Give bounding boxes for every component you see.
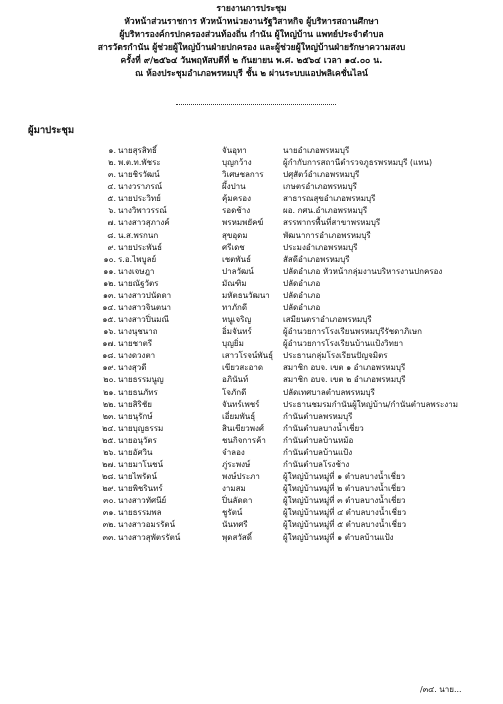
attendee-row bbox=[0, 374, 503, 386]
attendee-row bbox=[0, 399, 503, 411]
attendee-number: ๓๐. bbox=[103, 496, 116, 506]
attendee-position: ปลัดอำเภอ bbox=[283, 278, 321, 288]
header-line-3: สารวัตรกำนัน ผู้ช่วยผู้ใหญ่บ้านฝ่ายปกครอง และผู้ช่วยผู้ใหญ่บ้านฝ่ายรักษาความสงบ bbox=[97, 43, 406, 53]
attendee-last-name: ปิ่นลัดดา bbox=[222, 496, 253, 506]
attendee-row bbox=[0, 302, 503, 314]
section-title: ผู้มาประชุม bbox=[28, 125, 75, 136]
attendee-first-name: นายธรรมพล bbox=[118, 508, 162, 518]
attendee-last-name: คุ้มครอง bbox=[222, 194, 251, 204]
header-line-5: ณ ห้องประชุมอำเภอพรหมบุรี ชั้น ๒ ผ่านระบบแอปพลิเคชั่นไลน์ bbox=[135, 69, 368, 79]
attendee-number: ๓๑. bbox=[102, 508, 116, 518]
attendee-last-name: เขียวสะอาด bbox=[222, 363, 264, 373]
attendee-last-name: ภู่ระพงษ์ bbox=[222, 460, 251, 470]
attendee-number: ๑๒. bbox=[103, 278, 116, 288]
attendee-position: กำนันตำบลบ้านแป้ง bbox=[283, 447, 353, 457]
attendee-number: ๖. bbox=[108, 206, 116, 216]
attendee-first-name: พ.ต.ท.พัชระ bbox=[118, 158, 161, 168]
attendee-position: ปลัดอำเภอ bbox=[283, 303, 321, 313]
attendee-first-name: นายบุญธรรม bbox=[118, 423, 164, 433]
attendee-position: ผู้กำกับการสถานีตำรวจภูธรพรหมบุรี (แทน) bbox=[283, 158, 433, 168]
attendee-number: ๒๔. bbox=[102, 423, 116, 433]
attendee-last-name: หนูเจริญ bbox=[222, 315, 252, 325]
attendee-position: ผู้ใหญ่บ้านหมู่ที่ ๑ ตำบลบางน้ำเชี่ยว bbox=[283, 472, 406, 482]
attendee-row bbox=[0, 193, 503, 205]
attendee-last-name: โจภักดี bbox=[222, 387, 247, 397]
attendee-last-name: งามสม bbox=[222, 484, 246, 494]
attendee-position: กำนันตำบลบ้านหม้อ bbox=[283, 435, 354, 445]
attendee-number: ๒๖. bbox=[103, 447, 116, 457]
attendee-number: ๒๙. bbox=[102, 484, 116, 494]
attendee-number: ๑๗. bbox=[102, 339, 116, 349]
attendee-row bbox=[0, 459, 503, 471]
attendee-row bbox=[0, 290, 503, 302]
attendee-position: ผอ. กศน.อำเภอพรหมบุรี bbox=[283, 206, 368, 216]
attendee-first-name: นายธนภัทร bbox=[118, 387, 158, 397]
attendee-first-name: นายพิชรินทร์ bbox=[118, 484, 163, 494]
attendee-position: ประธานชมรมกำนันผู้ใหญ่บ้าน/กำนันตำบลพระงาม bbox=[283, 399, 458, 409]
attendee-position: ปศุสัตว์อำเภอพรหมบุรี bbox=[283, 170, 360, 180]
attendee-last-name: ชูรัตน์ bbox=[222, 508, 243, 518]
attendee-position: ผู้อำนวยการโรงเรียนพรหมบุรีรัชดาภิเษก bbox=[283, 327, 422, 337]
attendee-position: ผู้อำนวยการโรงเรียนบ้านแป้งวิทยา bbox=[283, 339, 404, 349]
attendee-position: เสมียนตราอำเภอพรหมบุรี bbox=[283, 315, 372, 325]
attendee-first-name: นางสาวสุพัตรรัตน์ bbox=[118, 532, 181, 542]
attendee-position: ปลัดอำเภอ bbox=[283, 290, 321, 300]
attendee-last-name: จันทร์เพชร์ bbox=[222, 399, 260, 409]
attendee-last-name: สินเขียวพงศ์ bbox=[222, 423, 264, 433]
attendee-row bbox=[0, 387, 503, 399]
attendee-position: ปลัดอำเภอ หัวหน้ากลุ่มงานบริหารงานปกครอง bbox=[283, 266, 443, 276]
attendee-last-name: บุญกว้าง bbox=[222, 158, 252, 168]
attendee-number: ๒๘. bbox=[102, 472, 116, 482]
attendee-first-name: นายอัศวิน bbox=[118, 447, 153, 457]
attendee-number: ๑๐. bbox=[103, 254, 116, 264]
attendee-first-name: นางสาวปิ่นมณี bbox=[118, 315, 169, 325]
attendee-first-name: นายธรรมนูญ bbox=[118, 375, 164, 385]
attendee-last-name: สุขอุดม bbox=[222, 230, 248, 240]
attendee-first-name: นางสาวทัศนีย์ bbox=[118, 496, 167, 506]
attendee-position: นายอำเภอพรหมบุรี bbox=[283, 146, 350, 155]
attendee-number: ๑๖. bbox=[103, 327, 116, 337]
header-line-2: ผู้บริหารองค์กรปกครองส่วนท้องถิ่น กำนัน ผู้ใหญ่บ้าน แพทย์ประจำตำบล bbox=[119, 30, 384, 40]
attendee-row bbox=[0, 483, 503, 495]
attendee-position: ประธานกลุ่มโรงเรียนปัญจมิตร bbox=[283, 351, 388, 361]
attendee-row bbox=[0, 230, 503, 242]
attendee-last-name: พรหมพยัคฆ์ bbox=[222, 218, 264, 228]
attendee-position: สรรพากรพื้นที่สาขาพรหมบุรี bbox=[283, 218, 381, 228]
attendee-number: ๑๕. bbox=[102, 315, 116, 325]
attendee-number: ๑๔. bbox=[102, 303, 116, 313]
attendee-position: กำนันตำบลบางน้ำเชี่ยว bbox=[283, 423, 364, 433]
dotted-divider bbox=[176, 104, 336, 105]
attendee-row bbox=[0, 519, 503, 531]
attendee-last-name: พงษ์ประภา bbox=[222, 472, 260, 482]
attendee-first-name: นางสุวดี bbox=[118, 363, 147, 373]
attendee-position: สาธารณสุขอำเภอพรหมบุรี bbox=[283, 194, 376, 204]
attendee-first-name: นายไพรัตน์ bbox=[118, 472, 157, 482]
attendee-row bbox=[0, 362, 503, 374]
attendee-number: ๗. bbox=[107, 218, 116, 228]
attendee-first-name: นายสุรสิทธิ์ bbox=[118, 146, 157, 155]
attendee-first-name: นายประพันธ์ bbox=[118, 242, 162, 252]
attendee-last-name: เสาวโรจน์พันธุ์ bbox=[222, 351, 273, 361]
attendee-position: พัฒนาการอำเภอพรหมบุรี bbox=[283, 230, 371, 240]
attendee-position: ผู้ใหญ่บ้านหมู่ที่ ๕ ตำบลบางน้ำเชี่ยว bbox=[283, 520, 407, 530]
attendee-last-name: มหัตธนวัฒนา bbox=[222, 290, 270, 300]
attendee-first-name: นายสิริชัย bbox=[118, 399, 152, 409]
attendee-position: ปลัดเทศบาลตำบลพรหมบุรี bbox=[283, 387, 375, 397]
attendee-last-name: อภินันท์ bbox=[222, 375, 249, 385]
attendee-last-name: มัณฑิม bbox=[222, 278, 247, 288]
attendee-row bbox=[0, 350, 503, 362]
attendee-number: ๕. bbox=[107, 194, 116, 204]
attendee-row bbox=[0, 338, 503, 350]
attendee-first-name: นางสาวจินตนา bbox=[118, 303, 172, 313]
attendee-position: เกษตรอำเภอพรหมบุรี bbox=[283, 182, 357, 192]
attendee-position: ผู้ใหญ่บ้านหมู่ที่ ๔ ตำบลบางน้ำเชี่ยว bbox=[283, 508, 407, 518]
attendee-last-name: บุญยิ่ม bbox=[222, 339, 244, 349]
attendee-row bbox=[0, 145, 503, 157]
attendee-position: กำนันตำบลพรหมบุรี bbox=[283, 411, 353, 421]
attendee-last-name: เอี่ยมพันธุ์ bbox=[222, 411, 256, 421]
attendee-first-name: นายอนุวัตร bbox=[118, 435, 157, 445]
attendee-number: ๒๒. bbox=[102, 399, 116, 409]
attendee-number: ๒๐. bbox=[103, 375, 116, 385]
attendee-last-name: นันทศรี bbox=[222, 520, 248, 530]
attendee-last-name: จันอุทา bbox=[222, 146, 247, 155]
attendee-first-name: นางสาวปนัดดา bbox=[118, 290, 172, 300]
attendee-row bbox=[0, 157, 503, 169]
attendee-row bbox=[0, 326, 503, 338]
attendee-number: ๙. bbox=[107, 242, 116, 252]
attendee-row bbox=[0, 447, 503, 459]
attendee-number: ๑๙. bbox=[102, 363, 116, 373]
attendee-last-name: วิเศษชลการ bbox=[222, 170, 264, 180]
attendee-number: ๒๗. bbox=[102, 460, 116, 470]
attendee-number: ๑๓. bbox=[102, 290, 116, 300]
attendee-number: ๘. bbox=[107, 230, 116, 240]
attendee-list bbox=[0, 145, 503, 544]
attendee-row bbox=[0, 278, 503, 290]
attendee-number: ๓๓. bbox=[102, 532, 116, 542]
attendee-row bbox=[0, 411, 503, 423]
attendee-last-name: จำลอง bbox=[222, 447, 245, 457]
attendee-first-name: นายชาตรี bbox=[118, 339, 153, 349]
attendee-number: ๔. bbox=[107, 182, 116, 192]
attendee-row bbox=[0, 532, 503, 544]
attendee-position: ผู้ใหญ่บ้านหมู่ที่ ๑ ตำบลบ้านแป้ง bbox=[283, 532, 394, 542]
continuation-note: /๓๔. นาย... bbox=[420, 685, 462, 694]
attendee-row bbox=[0, 495, 503, 507]
attendee-first-name: นายณัฐวัตร bbox=[118, 278, 159, 288]
attendee-first-name: นางดวงตา bbox=[118, 351, 156, 361]
attendee-last-name: เชตพันธ์ bbox=[222, 254, 251, 264]
attendee-row bbox=[0, 314, 503, 326]
attendee-row bbox=[0, 507, 503, 519]
attendee-row bbox=[0, 266, 503, 278]
attendee-first-name: น.ส.พรกนก bbox=[118, 230, 159, 240]
attendee-position: สมาชิก อบจ. เขต ๑ อำเภอพรหมบุรี bbox=[283, 363, 406, 373]
attendee-first-name: นายนุรักษ์ bbox=[118, 411, 153, 421]
attendee-number: ๑๘. bbox=[102, 351, 116, 361]
attendee-row bbox=[0, 423, 503, 435]
attendee-last-name: รอดช้าง bbox=[222, 206, 251, 216]
attendee-last-name: ทาภักดี bbox=[222, 303, 248, 313]
attendee-last-name: ชนกิจการค้า bbox=[222, 435, 266, 445]
attendee-row bbox=[0, 254, 503, 266]
attendee-row bbox=[0, 435, 503, 447]
document-title: รายงานการประชุม bbox=[216, 4, 287, 14]
attendee-first-name: นายมาโนชน์ bbox=[118, 460, 164, 470]
attendee-row bbox=[0, 205, 503, 217]
attendee-last-name: ผึ้งปาน bbox=[222, 182, 246, 192]
attendee-last-name: ปาลวัฒน์ bbox=[222, 266, 254, 276]
attendee-first-name: นางวิพาวรรณ์ bbox=[118, 206, 167, 216]
attendee-row bbox=[0, 169, 503, 181]
attendee-row bbox=[0, 242, 503, 254]
attendee-first-name: นางวราภรณ์ bbox=[118, 182, 163, 192]
attendee-last-name: ศรีเดช bbox=[222, 242, 245, 252]
attendee-first-name: นายชิรวัฒน์ bbox=[118, 170, 160, 180]
attendee-position: สมาชิก อบจ. เขต ๒ อำเภอพรหมบุรี bbox=[283, 375, 406, 385]
attendee-number: ๓๒. bbox=[102, 520, 116, 530]
attendee-first-name: ร.อ.ไพบูลย์ bbox=[118, 254, 157, 264]
attendee-first-name: นางสาวสุภางค์ bbox=[118, 218, 170, 228]
attendee-number: ๑๑. bbox=[103, 266, 116, 276]
attendee-number: ๒. bbox=[108, 158, 116, 168]
header-line-1: หัวหน้าส่วนราชการ หัวหน้าหน่วยงานรัฐวิสาหกิจ ผู้บริหารสถานศึกษา bbox=[124, 17, 379, 27]
attendee-position: สัสดีอำเภอพรหมบุรี bbox=[283, 254, 350, 264]
attendee-first-name: นางนุชนาถ bbox=[118, 327, 158, 337]
attendee-last-name: พุดสวัสดิ์ bbox=[222, 532, 252, 542]
attendee-number: ๒๕. bbox=[102, 435, 116, 445]
attendee-position: ผู้ใหญ่บ้านหมู่ที่ ๓ ตำบลบางน้ำเชี่ยว bbox=[283, 496, 406, 506]
attendee-position: ผู้ใหญ่บ้านหมู่ที่ ๒ ตำบลบางน้ำเชี่ยว bbox=[283, 484, 406, 494]
attendee-number: ๒๓. bbox=[102, 411, 116, 421]
attendee-first-name: นางสาวอมรรัตน์ bbox=[118, 520, 176, 530]
attendee-row bbox=[0, 471, 503, 483]
attendee-row bbox=[0, 217, 503, 229]
attendee-number: ๑. bbox=[108, 146, 116, 155]
attendee-number: ๓. bbox=[107, 170, 116, 180]
attendee-last-name: อิ่มจันทร์ bbox=[222, 327, 252, 337]
header-line-4: ครั้งที่ ๙/๒๕๖๔ วันพฤหัสบดีที่ ๒ กันยายน พ.ศ. ๒๕๖๔ เวลา ๑๔.๐๐ น. bbox=[120, 56, 383, 66]
attendee-number: ๒๑. bbox=[103, 387, 116, 397]
attendee-first-name: นายประวิทย์ bbox=[118, 194, 161, 204]
attendee-row bbox=[0, 181, 503, 193]
attendee-first-name: นางเจษฎา bbox=[118, 266, 155, 276]
attendee-position: ประมงอำเภอพรหมบุรี bbox=[283, 242, 358, 252]
attendee-position: กำนันตำบลโรงช้าง bbox=[283, 460, 350, 470]
